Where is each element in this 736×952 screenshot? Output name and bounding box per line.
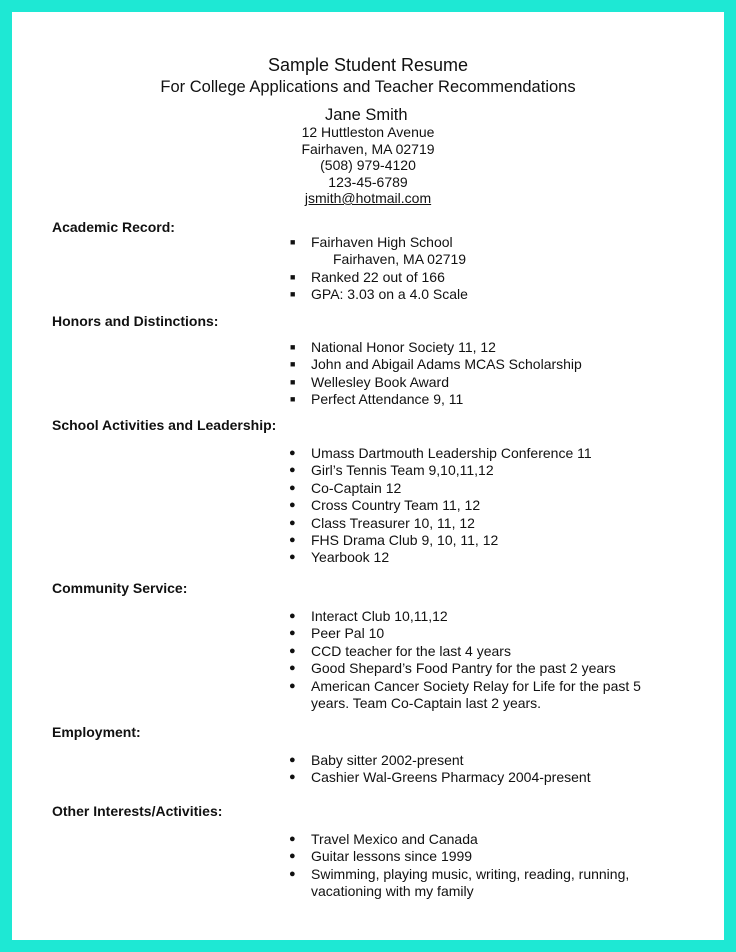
square-bullet-icon: ■ <box>290 237 296 247</box>
list-item-continuation: Fairhaven, MA 02719 <box>333 251 467 268</box>
list-item: ● Umass Dartmouth Leadership Conference 11 <box>289 445 592 461</box>
square-bullet-icon: ■ <box>290 342 296 352</box>
id-number: 123-45-6789 <box>328 173 408 190</box>
list-item: ● Guitar lessons since 1999 <box>289 848 473 865</box>
list-item-continuation: vacationing with my family <box>311 883 474 900</box>
list-item: ● Interact Club 10,11,12 <box>289 608 448 624</box>
interests-list <box>286 831 629 901</box>
list-item: ■ Fairhaven High School <box>290 234 453 250</box>
honors-list <box>286 339 582 409</box>
square-bullet-icon: ■ <box>290 271 296 282</box>
square-bullet-icon: ■ <box>290 394 296 405</box>
round-bullet-icon: ● <box>289 850 296 863</box>
honors-heading: Honors and Distinctions: <box>52 313 219 329</box>
round-bullet-icon: ● <box>289 551 296 564</box>
list-item: ■ Wellesley Book Award <box>290 373 449 390</box>
list-item: ● Class Treasurer 10, 11, 12 <box>289 514 475 531</box>
round-bullet-icon: ● <box>289 516 296 529</box>
list-item: ■ National Honor Society 11, 12 <box>290 339 496 355</box>
list-item: ● Cross Country Team 11, 12 <box>289 497 481 514</box>
list-item: ■ Ranked 22 out of 166 <box>290 268 445 285</box>
round-bullet-icon: ● <box>289 464 296 477</box>
round-bullet-icon: ● <box>289 499 296 512</box>
round-bullet-icon: ● <box>289 833 296 845</box>
community-list <box>286 608 641 712</box>
square-bullet-icon: ■ <box>290 376 296 387</box>
round-bullet-icon: ● <box>289 481 296 494</box>
list-item: ● Travel Mexico and Canada <box>289 831 478 847</box>
interests-heading: Other Interests/Activities: <box>52 803 223 819</box>
resume-page <box>12 12 724 940</box>
round-bullet-icon: ● <box>289 662 296 675</box>
round-bullet-icon: ● <box>289 627 296 640</box>
round-bullet-icon: ● <box>289 771 296 784</box>
list-item: ● American Cancer Society Relay for Life for the past 5 <box>289 677 641 694</box>
address-line-2: Fairhaven, MA 02719 <box>301 140 435 157</box>
email-link[interactable]: jsmith@hotmail.com <box>304 190 432 206</box>
square-bullet-icon: ■ <box>290 359 296 370</box>
community-heading: Community Service: <box>52 580 188 596</box>
list-item: ● Co-Captain 12 <box>289 479 402 496</box>
round-bullet-icon: ● <box>289 867 296 880</box>
activities-list <box>286 445 592 567</box>
list-item: ● Cashier Wal-Greens Pharmacy 2004-present <box>289 769 591 786</box>
round-bullet-icon: ● <box>289 534 296 547</box>
round-bullet-icon: ● <box>289 754 296 766</box>
list-item: ● CCD teacher for the last 4 years <box>289 642 511 659</box>
list-item: ■ John and Abigail Adams MCAS Scholarship <box>290 356 582 373</box>
list-item-continuation: years. Team Co-Captain last 2 years. <box>311 695 542 712</box>
list-item: ● Girl’s Tennis Team 9,10,11,12 <box>289 462 494 479</box>
list-item: ● FHS Drama Club 9, 10, 11, 12 <box>289 532 499 549</box>
list-item: ● Peer Pal 10 <box>289 625 385 642</box>
round-bullet-icon: ● <box>289 447 296 459</box>
resume-subtitle: For College Applications and Teacher Recommendations <box>160 78 576 96</box>
list-item: ● Yearbook 12 <box>289 549 390 566</box>
address-line-1: 12 Huttleston Avenue <box>301 124 435 140</box>
round-bullet-icon: ● <box>289 679 296 692</box>
applicant-name: Jane Smith <box>325 106 408 124</box>
list-item: ● Swimming, playing music, writing, reading, running, <box>289 865 630 882</box>
list-item: ■ GPA: 3.03 on a 4.0 Scale <box>290 286 468 303</box>
round-bullet-icon: ● <box>289 644 296 657</box>
list-item: ● Good Shepard’s Food Pantry for the past 2 years <box>289 660 616 677</box>
contact-block <box>12 124 724 207</box>
employment-heading: Employment: <box>52 724 141 740</box>
activities-heading: School Activities and Leadership: <box>52 417 277 433</box>
phone-number: (508) 979-4120 <box>320 157 416 173</box>
academic-heading: Academic Record: <box>52 219 175 235</box>
employment-list <box>286 752 591 787</box>
round-bullet-icon: ● <box>289 610 296 622</box>
list-item: ■ Perfect Attendance 9, 11 <box>290 391 464 408</box>
resume-title: Sample Student Resume <box>267 55 469 75</box>
list-item: ● Baby sitter 2002-present <box>289 752 464 768</box>
square-bullet-icon: ■ <box>290 289 296 300</box>
academic-list <box>286 234 468 304</box>
